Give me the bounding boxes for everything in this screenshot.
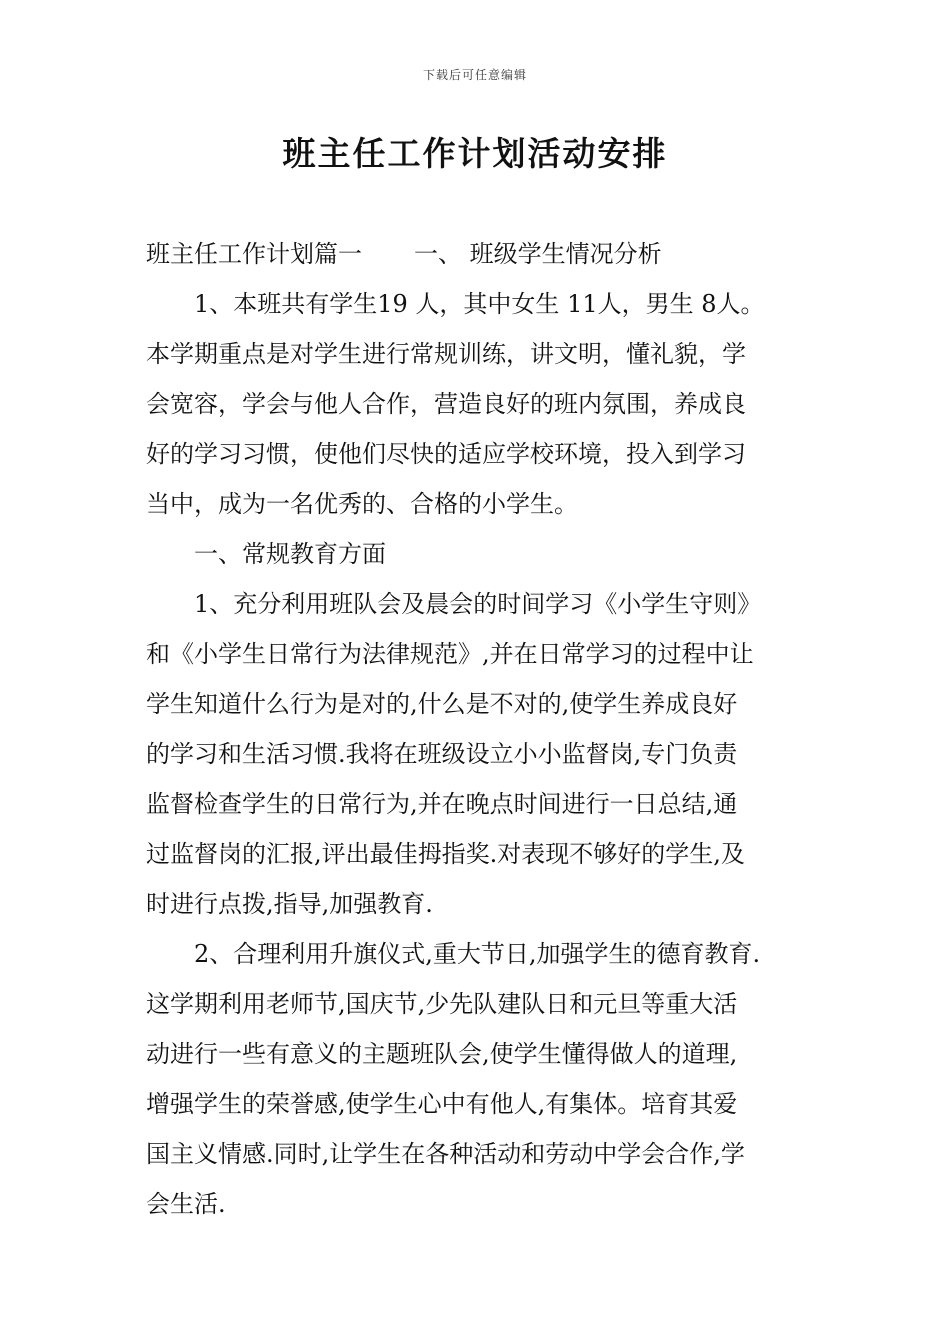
text-line: 会生活. — [146, 1190, 226, 1218]
intro-heading: 一、 班级学生情况分析 — [414, 240, 662, 268]
intro-section-label: 班主任工作计划篇一 — [146, 240, 362, 268]
text-line: 好的学习习惯，使他们尽快的适应学校环境，投入到学习 — [146, 440, 746, 468]
header-note: 下载后可任意编辑 — [422, 68, 527, 82]
text-line: 增强学生的荣誉感,使学生心中有他人,有集体。培育其爱 — [146, 1090, 738, 1118]
text-line: 动进行一些有意义的主题班队会,使学生懂得做人的道理, — [146, 1040, 738, 1068]
text-line: 和《小学生日常行为法律规范》,并在日常学习的过程中让 — [146, 640, 754, 668]
text-line: 学生知道什么行为是对的,什么是不对的,使学生养成良好 — [146, 690, 738, 718]
text-line: 当中，成为一名优秀的、合格的小学生。 — [146, 490, 578, 518]
text-line: 2、合理利用升旗仪式,重大节日,加强学生的德育教育. — [194, 940, 761, 968]
text-line: 时进行点拨,指导,加强教育. — [146, 890, 433, 918]
text-line: 监督检查学生的日常行为,并在晚点时间进行一日总结,通 — [146, 790, 738, 818]
text-line: 的学习和生活习惯.我将在班级设立小小监督岗,专门负责 — [146, 740, 738, 768]
text-line: 1、本班共有学生19 人，其中女生 11人，男生 8人。 — [194, 290, 765, 318]
text-line: 会宽容，学会与他人合作，营造良好的班内氛围，养成良 — [146, 390, 746, 418]
intro-line — [146, 229, 826, 279]
text-line: 过监督岗的汇报,评出最佳拇指奖.对表现不够好的学生,及 — [146, 840, 745, 868]
document-title: 班主任工作计划活动安排 — [282, 134, 668, 173]
text-line: 本学期重点是对学生进行常规训练，讲文明，懂礼貌，学 — [146, 340, 746, 368]
body-lines — [146, 279, 826, 1229]
text-line: 国主义情感.同时,让学生在各种活动和劳动中学会合作,学 — [146, 1140, 745, 1168]
text-line: 1、充分利用班队会及晨会的时间学习《小学生守则》 — [194, 590, 762, 618]
document-body — [146, 229, 826, 1229]
text-line: 一、常规教育方面 — [194, 540, 386, 568]
text-line: 这学期利用老师节,国庆节,少先队建队日和元旦等重大活 — [146, 990, 738, 1018]
